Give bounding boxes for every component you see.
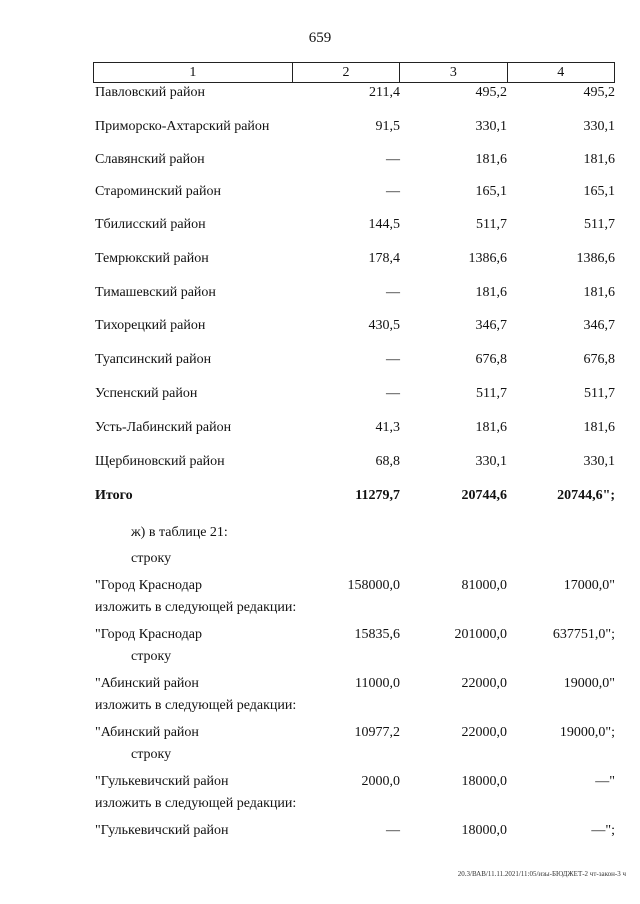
district-name: Успенский район	[95, 386, 198, 401]
amend-col3: 18000,0	[461, 774, 507, 789]
column-header-2: 2	[292, 63, 399, 83]
amend-name: "Город Краснодар	[95, 627, 202, 642]
column-header-4: 4	[507, 63, 614, 83]
amend-subline: изложить в следующей редакции:	[95, 600, 297, 615]
amend-col3: 18000,0	[461, 823, 507, 838]
col4-value: 495,2	[583, 85, 615, 100]
district-name: Павловский район	[95, 85, 205, 100]
col2-value: 68,8	[375, 454, 400, 469]
district-name: Тихорецкий район	[95, 318, 206, 333]
col2-value: 430,5	[368, 318, 400, 333]
amend-subline: строку	[131, 649, 172, 664]
col3-value: 511,7	[476, 217, 507, 232]
col2-value: 178,4	[368, 251, 400, 266]
district-name: Приморско-Ахтарский район	[95, 119, 270, 134]
district-name: Темрюкский район	[95, 251, 209, 266]
col4-value: 181,6	[583, 285, 615, 300]
amend-col4: —"	[595, 774, 615, 789]
amend-col4: —";	[591, 823, 615, 838]
amend-col4: 19000,0";	[559, 725, 615, 740]
amendment-instruction-row: строку	[131, 551, 172, 566]
col2-value: —	[386, 352, 400, 367]
amend-col2: 10977,2	[354, 725, 400, 740]
amend-name: "Гулькевичский район	[95, 774, 229, 789]
col4-value: 330,1	[583, 454, 615, 469]
col4-value: 181,6	[583, 152, 615, 167]
amend-col2: 15835,6	[354, 627, 400, 642]
column-header-1: 1	[94, 63, 293, 83]
col3-value: 181,6	[475, 152, 507, 167]
col2-value: —	[386, 285, 400, 300]
col3-value: 330,1	[475, 454, 507, 469]
col3-value: 330,1	[475, 119, 507, 134]
district-name: Усть-Лабинский район	[95, 420, 232, 435]
col2-value: 41,3	[375, 420, 400, 435]
amend-subline: строку	[131, 747, 172, 762]
total-col2: 11279,7	[355, 488, 400, 503]
col4-value: 676,8	[583, 352, 615, 367]
amend-col4: 637751,0";	[552, 627, 615, 642]
column-header-3: 3	[400, 63, 507, 83]
col4-value: 511,7	[584, 217, 615, 232]
district-name: Туапсинский район	[95, 352, 212, 367]
district-name: Староминский район	[95, 184, 221, 199]
amend-col2: 11000,0	[355, 676, 400, 691]
col3-value: 676,8	[475, 352, 507, 367]
total-col4: 20744,6";	[557, 488, 615, 503]
page-number: 659	[308, 30, 332, 46]
col3-value: 165,1	[475, 184, 507, 199]
col4-value: 165,1	[583, 184, 615, 199]
col3-value: 346,7	[475, 318, 507, 333]
amend-subline: изложить в следующей редакции:	[95, 796, 297, 811]
col3-value: 181,6	[475, 420, 507, 435]
col3-value: 495,2	[475, 85, 507, 100]
col2-value: 91,5	[375, 119, 400, 134]
amend-col2: 158000,0	[347, 578, 400, 593]
col2-value: 211,4	[369, 85, 400, 100]
col3-value: 511,7	[476, 386, 507, 401]
amend-col4: 19000,0"	[563, 676, 615, 691]
district-name: Тбилисский район	[95, 217, 206, 232]
amend-col3: 81000,0	[461, 578, 507, 593]
amend-col3: 22000,0	[461, 676, 507, 691]
col3-value: 1386,6	[468, 251, 507, 266]
amend-name: "Абинский район	[95, 725, 199, 740]
col4-value: 346,7	[583, 318, 615, 333]
col4-value: 511,7	[584, 386, 615, 401]
col2-value: —	[386, 386, 400, 401]
district-name: Славянский район	[95, 152, 205, 167]
amend-col3: 22000,0	[461, 725, 507, 740]
amend-col3: 201000,0	[454, 627, 507, 642]
total-col3: 20744,6	[461, 488, 507, 503]
district-name: Щербиновский район	[95, 454, 225, 469]
col2-value: 144,5	[368, 217, 400, 232]
amend-col2: 2000,0	[361, 774, 400, 789]
col4-value: 330,1	[583, 119, 615, 134]
amend-col4: 17000,0"	[563, 578, 615, 593]
amend-subline: изложить в следующей редакции:	[95, 698, 297, 713]
col2-value: —	[386, 152, 400, 167]
col4-value: 1386,6	[576, 251, 615, 266]
amend-name: "Абинский район	[95, 676, 199, 691]
column-header-table	[93, 62, 615, 83]
col2-value: —	[386, 184, 400, 199]
document-footer: 20.3/ВАВ/11.11.2021/11:05/изы-БЮДЖЕТ-2 чт-закон-3 ч	[457, 870, 626, 878]
col4-value: 181,6	[583, 420, 615, 435]
amendment-instruction: ж) в таблице 21:	[131, 525, 228, 540]
district-name: Тимашевский район	[95, 285, 216, 300]
col3-value: 181,6	[475, 285, 507, 300]
amend-name: "Город Краснодар	[95, 578, 202, 593]
amend-col2: —	[386, 823, 400, 838]
total-label: Итого	[95, 488, 133, 503]
amend-name: "Гулькевичский район	[95, 823, 229, 838]
